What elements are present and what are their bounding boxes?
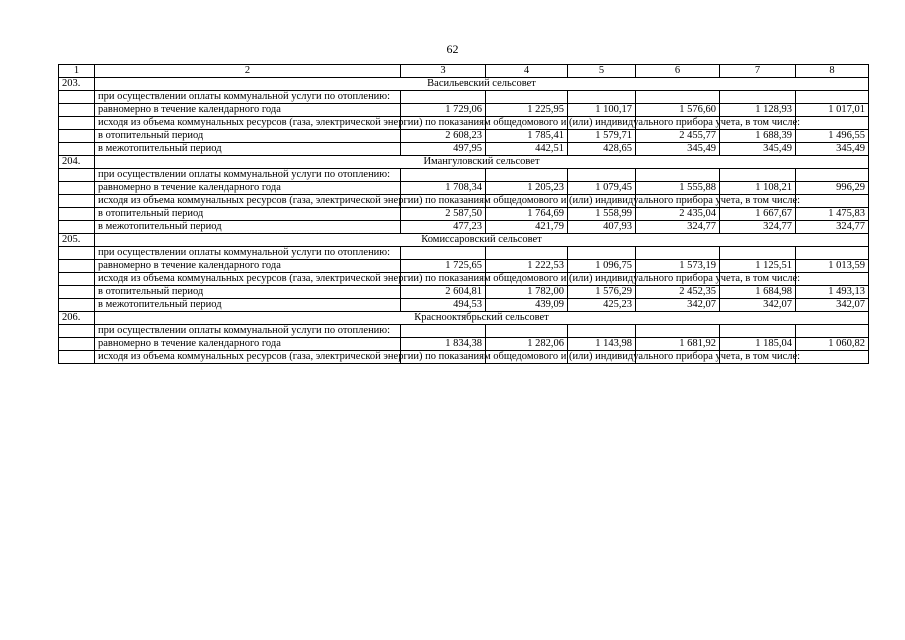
value-cell: 1 222,53 <box>486 260 568 273</box>
value-cell: 342,07 <box>720 299 796 312</box>
value-cell: 324,77 <box>796 221 869 234</box>
column-header: 2 <box>95 65 401 78</box>
basis-row <box>59 351 869 364</box>
value-cell: 494,53 <box>401 299 486 312</box>
empty-cell <box>59 273 95 286</box>
empty-cell <box>796 247 869 260</box>
value-cell: 1 493,13 <box>796 286 869 299</box>
empty-cell <box>59 260 95 273</box>
column-header: 7 <box>720 65 796 78</box>
value-cell: 1 834,38 <box>401 338 486 351</box>
section-title: Краснооктябрьский сельсовет <box>95 312 869 325</box>
uniform-row <box>59 104 869 117</box>
basis-row <box>59 273 869 286</box>
row-label: в межотопительный период <box>95 143 401 156</box>
intro-text: при осуществлении оплаты коммунальной услуги по отоплению: <box>95 91 401 104</box>
basis-row <box>59 195 869 208</box>
uniform-row <box>59 338 869 351</box>
value-cell: 2 608,23 <box>401 130 486 143</box>
basis-text: исходя из объема коммунальных ресурсов (газа, электрической энергии) по показаниям общедомового и (или) индивидуального прибора учета, в том числе: <box>95 117 401 130</box>
row-label: равномерно в течение календарного года <box>95 338 401 351</box>
section-index: 204. <box>59 156 95 169</box>
section-index: 203. <box>59 78 95 91</box>
value-cell: 1 576,60 <box>636 104 720 117</box>
value-cell: 345,49 <box>720 143 796 156</box>
empty-cell <box>796 91 869 104</box>
empty-cell <box>486 91 568 104</box>
value-cell: 1 681,92 <box>636 338 720 351</box>
value-cell: 497,95 <box>401 143 486 156</box>
value-cell: 2 587,50 <box>401 208 486 221</box>
value-cell: 407,93 <box>568 221 636 234</box>
value-cell: 1 185,04 <box>720 338 796 351</box>
empty-cell <box>796 325 869 338</box>
section-header-row <box>59 312 869 325</box>
value-cell: 324,77 <box>636 221 720 234</box>
offseason-row <box>59 299 869 312</box>
empty-cell <box>59 182 95 195</box>
offseason-row <box>59 221 869 234</box>
value-cell: 1 573,19 <box>636 260 720 273</box>
intro-row <box>59 169 869 182</box>
empty-cell <box>636 247 720 260</box>
value-cell: 1 282,06 <box>486 338 568 351</box>
value-cell: 477,23 <box>401 221 486 234</box>
value-cell: 425,23 <box>568 299 636 312</box>
value-cell: 1 579,71 <box>568 130 636 143</box>
empty-cell <box>59 299 95 312</box>
empty-cell <box>59 221 95 234</box>
value-cell: 421,79 <box>486 221 568 234</box>
value-cell: 1 684,98 <box>720 286 796 299</box>
value-cell: 345,49 <box>636 143 720 156</box>
empty-cell <box>568 169 636 182</box>
empty-cell <box>720 247 796 260</box>
section-title: Васильевский сельсовет <box>95 78 869 91</box>
value-cell: 1 013,59 <box>796 260 869 273</box>
empty-cell <box>401 169 486 182</box>
basis-text: исходя из объема коммунальных ресурсов (газа, электрической энергии) по показаниям общедомового и (или) индивидуального прибора учета, в том числе: <box>95 273 401 286</box>
empty-cell <box>59 338 95 351</box>
section-title: Имангуловский сельсовет <box>95 156 869 169</box>
value-cell: 1 128,93 <box>720 104 796 117</box>
column-header: 1 <box>59 65 95 78</box>
empty-cell <box>59 117 95 130</box>
value-cell: 1 108,21 <box>720 182 796 195</box>
value-cell: 439,09 <box>486 299 568 312</box>
empty-cell <box>401 325 486 338</box>
empty-cell <box>796 273 869 286</box>
empty-cell <box>636 91 720 104</box>
empty-cell <box>486 247 568 260</box>
section-header-row <box>59 78 869 91</box>
row-label: равномерно в течение календарного года <box>95 260 401 273</box>
value-cell: 1 079,45 <box>568 182 636 195</box>
value-cell: 1 100,17 <box>568 104 636 117</box>
value-cell: 2 435,04 <box>636 208 720 221</box>
heating-row <box>59 130 869 143</box>
section-title: Комиссаровский сельсовет <box>95 234 869 247</box>
basis-text: исходя из объема коммунальных ресурсов (газа, электрической энергии) по показаниям общедомового и (или) индивидуального прибора учета, в том числе: <box>95 195 401 208</box>
basis-row <box>59 117 869 130</box>
column-header: 8 <box>796 65 869 78</box>
empty-cell <box>796 169 869 182</box>
section-index: 206. <box>59 312 95 325</box>
value-cell: 342,07 <box>796 299 869 312</box>
value-cell: 2 452,35 <box>636 286 720 299</box>
row-label: в межотопительный период <box>95 299 401 312</box>
basis-text: исходя из объема коммунальных ресурсов (газа, электрической энергии) по показаниям общедомового и (или) индивидуального прибора учета, в том числе: <box>95 351 401 364</box>
empty-cell <box>486 325 568 338</box>
heating-row <box>59 208 869 221</box>
empty-cell <box>59 169 95 182</box>
empty-cell <box>636 169 720 182</box>
column-header: 4 <box>486 65 568 78</box>
value-cell: 996,29 <box>796 182 869 195</box>
empty-cell <box>59 195 95 208</box>
value-cell: 1 558,99 <box>568 208 636 221</box>
empty-cell <box>636 325 720 338</box>
value-cell: 442,51 <box>486 143 568 156</box>
tariff-table <box>58 64 869 364</box>
value-cell: 1 475,83 <box>796 208 869 221</box>
value-cell: 1 729,06 <box>401 104 486 117</box>
uniform-row <box>59 182 869 195</box>
value-cell: 1 667,67 <box>720 208 796 221</box>
value-cell: 1 496,55 <box>796 130 869 143</box>
value-cell: 428,65 <box>568 143 636 156</box>
intro-text: при осуществлении оплаты коммунальной услуги по отоплению: <box>95 169 401 182</box>
row-label: равномерно в течение календарного года <box>95 182 401 195</box>
value-cell: 1 708,34 <box>401 182 486 195</box>
row-label: равномерно в течение календарного года <box>95 104 401 117</box>
value-cell: 1 782,00 <box>486 286 568 299</box>
intro-row <box>59 325 869 338</box>
uniform-row <box>59 260 869 273</box>
row-label: в отопительный период <box>95 286 401 299</box>
empty-cell <box>59 208 95 221</box>
empty-cell <box>720 91 796 104</box>
column-header: 6 <box>636 65 720 78</box>
value-cell: 1 096,75 <box>568 260 636 273</box>
empty-cell <box>796 117 869 130</box>
section-header-row <box>59 156 869 169</box>
empty-cell <box>796 351 869 364</box>
heating-row <box>59 286 869 299</box>
value-cell: 1 017,01 <box>796 104 869 117</box>
section-header-row <box>59 234 869 247</box>
row-label: в отопительный период <box>95 208 401 221</box>
value-cell: 345,49 <box>796 143 869 156</box>
intro-row <box>59 91 869 104</box>
value-cell: 1 205,23 <box>486 182 568 195</box>
table-body <box>59 65 869 364</box>
empty-cell <box>720 169 796 182</box>
column-header: 3 <box>401 65 486 78</box>
value-cell: 1 576,29 <box>568 286 636 299</box>
empty-cell <box>568 325 636 338</box>
value-cell: 1 225,95 <box>486 104 568 117</box>
empty-cell <box>796 195 869 208</box>
empty-cell <box>401 91 486 104</box>
value-cell: 2 604,81 <box>401 286 486 299</box>
header-row <box>59 65 869 78</box>
page-number: 62 <box>446 42 459 56</box>
value-cell: 2 455,77 <box>636 130 720 143</box>
value-cell: 1 125,51 <box>720 260 796 273</box>
empty-cell <box>486 169 568 182</box>
intro-row <box>59 247 869 260</box>
intro-text: при осуществлении оплаты коммунальной услуги по отоплению: <box>95 247 401 260</box>
empty-cell <box>59 104 95 117</box>
empty-cell <box>720 325 796 338</box>
empty-cell <box>568 247 636 260</box>
value-cell: 1 060,82 <box>796 338 869 351</box>
value-cell: 1 143,98 <box>568 338 636 351</box>
section-index: 205. <box>59 234 95 247</box>
row-label: в межотопительный период <box>95 221 401 234</box>
empty-cell <box>59 247 95 260</box>
value-cell: 1 725,65 <box>401 260 486 273</box>
value-cell: 1 785,41 <box>486 130 568 143</box>
value-cell: 1 764,69 <box>486 208 568 221</box>
value-cell: 1 688,39 <box>720 130 796 143</box>
intro-text: при осуществлении оплаты коммунальной услуги по отоплению: <box>95 325 401 338</box>
row-label: в отопительный период <box>95 130 401 143</box>
empty-cell <box>401 247 486 260</box>
empty-cell <box>59 351 95 364</box>
value-cell: 1 555,88 <box>636 182 720 195</box>
empty-cell <box>59 286 95 299</box>
value-cell: 324,77 <box>720 221 796 234</box>
value-cell: 342,07 <box>636 299 720 312</box>
empty-cell <box>59 143 95 156</box>
column-header: 5 <box>568 65 636 78</box>
empty-cell <box>59 91 95 104</box>
empty-cell <box>59 325 95 338</box>
empty-cell <box>59 130 95 143</box>
empty-cell <box>568 91 636 104</box>
offseason-row <box>59 143 869 156</box>
